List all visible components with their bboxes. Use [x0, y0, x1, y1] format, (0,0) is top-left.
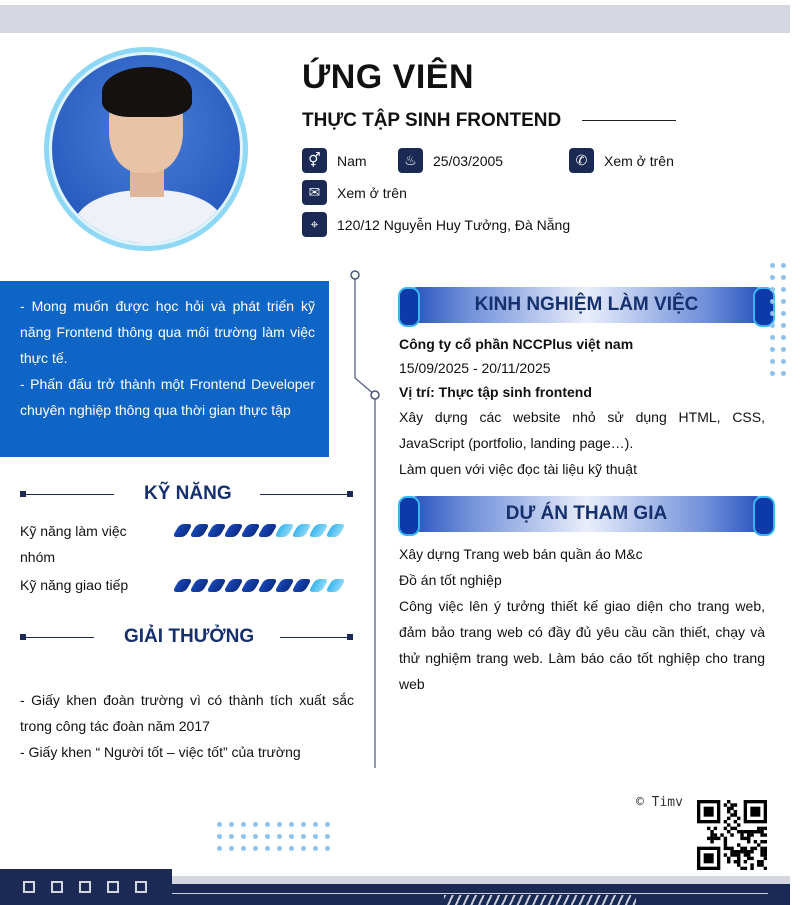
dot-pattern-right: [770, 263, 786, 376]
skill-teamwork-label: Kỹ năng làm việc nhóm: [20, 523, 127, 565]
contact-phone: [569, 148, 674, 173]
dot: [229, 822, 234, 827]
contact-email: [302, 180, 407, 205]
dot: [265, 822, 270, 827]
dot: [217, 834, 222, 839]
candidate-name: ỨNG VIÊN: [302, 58, 475, 96]
dot: [265, 846, 270, 851]
skill-segment: [325, 524, 346, 537]
project-name: Xây dựng Trang web bán quần áo M&c: [399, 546, 643, 562]
dot: [770, 299, 775, 304]
copyright-text: © Timv: [636, 795, 683, 810]
dot: [781, 323, 786, 328]
mail-icon: ✉: [302, 180, 327, 205]
qr-code[interactable]: [697, 800, 767, 870]
footer-band-light: [172, 876, 790, 884]
role-divider: [582, 120, 676, 121]
award-item: - Giấy khen đoàn trường vì có thành tích xuất sắc trong công tác đoàn năm 2017: [20, 692, 354, 734]
experience-section: [399, 332, 765, 482]
experience-desc: Xây dựng các website nhỏ sử dụng HTML, CSS, JavaScript (portfolio, landing page…).: [399, 409, 765, 451]
projects-title: DỰ ÁN THAM GIA: [400, 496, 773, 532]
dot: [241, 846, 246, 851]
avatar: [44, 47, 248, 251]
dot: [265, 834, 270, 839]
objective-line-2: - Phấn đấu trở thành một Frontend Developer chuyên nghiệp thông qua thời gian thực tập: [20, 376, 315, 418]
projects-section: [399, 541, 765, 697]
skill-teamwork-bar: [176, 524, 342, 537]
dot: [770, 371, 775, 376]
gender-icon: ⚥: [302, 148, 327, 173]
dot-pattern-bottom: [217, 822, 330, 851]
dot: [253, 834, 258, 839]
footer-square: [135, 881, 147, 893]
dot: [781, 347, 786, 352]
dot: [301, 834, 306, 839]
experience-desc: Làm quen với việc đọc tài liệu kỹ thuật: [399, 461, 637, 477]
project-type: Đồ án tốt nghiệp: [399, 572, 502, 588]
email-value: Xem ở trên: [337, 184, 407, 201]
dot: [253, 846, 258, 851]
dot: [229, 834, 234, 839]
dot: [277, 846, 282, 851]
profile-photo: [49, 52, 243, 246]
dot: [289, 834, 294, 839]
dot: [770, 287, 775, 292]
dot: [770, 275, 775, 280]
dot: [325, 822, 330, 827]
dot: [781, 263, 786, 268]
objective-line-1: - Mong muốn được học hỏi và phát triển kỹ năng Frontend thông qua môi trường làm việc thực tế.: [20, 298, 315, 366]
experience-position: Vị trí: Thực tập sinh frontend: [399, 384, 592, 400]
candidate-role: THỰC TẬP SINH FRONTEND: [302, 110, 562, 131]
project-desc: Công việc lên ý tưởng thiết kế giao diện cho trang web, đảm bảo trang web có đầy đủ yêu cầu cần thiết, chạy và thử nghiệm trang web. Làm báo cáo tốt nghiệp cho trang web: [399, 598, 765, 692]
dot: [770, 323, 775, 328]
experience-company: Công ty cổ phần NCCPlus việt nam: [399, 336, 634, 352]
dot: [277, 834, 282, 839]
skills-title: KỸ NĂNG: [144, 483, 232, 504]
address-value: 120/12 Nguyễn Huy Tưởng, Đà Nẵng: [337, 216, 571, 233]
cake-icon: ♨: [398, 148, 423, 173]
contact-birthday: [398, 148, 503, 173]
dot: [277, 822, 282, 827]
awards-title: GIẢI THƯỞNG: [124, 626, 255, 647]
dot: [241, 834, 246, 839]
footer-hatch: [444, 895, 636, 905]
dot: [781, 287, 786, 292]
dot: [770, 311, 775, 316]
dot: [770, 347, 775, 352]
dot: [229, 846, 234, 851]
skill-communication-bar: [176, 579, 342, 592]
footer-square: [107, 881, 119, 893]
dot: [325, 846, 330, 851]
dot: [289, 822, 294, 827]
contact-address: [302, 212, 570, 237]
career-objective: [0, 281, 329, 457]
dot: [770, 359, 775, 364]
phone-icon: ✆: [569, 148, 594, 173]
birthday-value: 25/03/2005: [433, 152, 504, 169]
footer-square: [51, 881, 63, 893]
dot: [313, 834, 318, 839]
dot: [217, 846, 222, 851]
dot: [253, 822, 258, 827]
dot: [313, 822, 318, 827]
phone-value: Xem ở trên: [604, 152, 674, 169]
dot: [313, 846, 318, 851]
award-item: - Giấy khen “ Người tốt – việc tốt” của trường: [20, 744, 301, 760]
dot: [217, 822, 222, 827]
skill-segment: [325, 579, 346, 592]
dot: [325, 834, 330, 839]
dot: [289, 846, 294, 851]
experience-period: 15/09/2025 - 20/11/2025: [399, 360, 551, 376]
dot: [241, 822, 246, 827]
gender-value: Nam: [337, 152, 367, 169]
dot: [781, 275, 786, 280]
dot: [770, 335, 775, 340]
experience-title: KINH NGHIỆM LÀM VIỆC: [400, 287, 773, 323]
skill-communication-label: Kỹ năng giao tiếp: [20, 577, 129, 593]
footer-square: [79, 881, 91, 893]
dot: [301, 846, 306, 851]
footer-square: [23, 881, 35, 893]
dot: [301, 822, 306, 827]
dot: [781, 359, 786, 364]
dot: [781, 371, 786, 376]
dot: [770, 263, 775, 268]
top-band: [0, 5, 790, 33]
awards-list: [20, 687, 354, 765]
dot: [781, 299, 786, 304]
dot: [781, 335, 786, 340]
location-icon: ⌖: [302, 212, 327, 237]
contact-gender: [302, 148, 367, 173]
dot: [781, 311, 786, 316]
